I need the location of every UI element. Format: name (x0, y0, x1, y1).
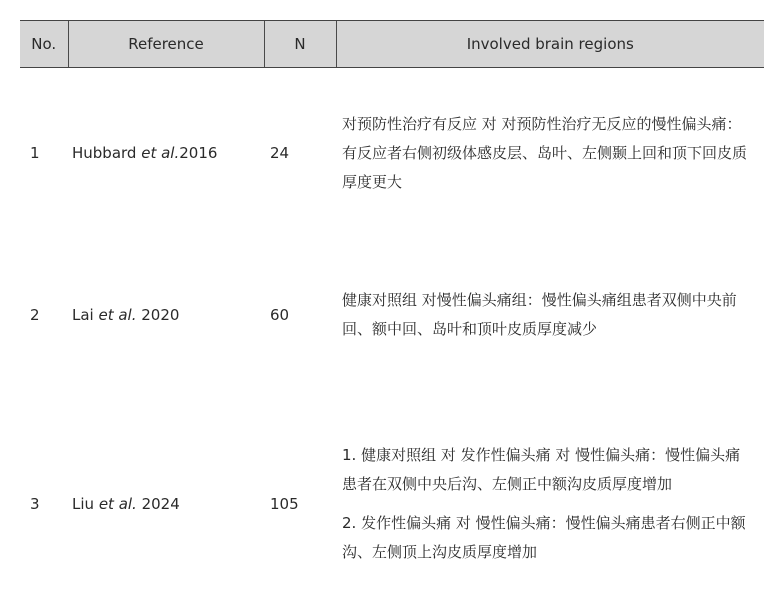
row-number: 3 (30, 495, 40, 513)
region-finding: 2. 发作性偏头痛 对 慢性偏头痛：慢性偏头痛患者右侧正中额沟、左侧顶上沟皮质厚度增加 (342, 514, 746, 561)
reference-author: Lai (72, 306, 99, 324)
table-header (20, 21, 764, 68)
header-reference: Reference (68, 21, 264, 68)
reference-et-al: et al. (98, 306, 137, 324)
reference-year: 2020 (136, 306, 180, 324)
row-reference (68, 238, 264, 392)
reference-et-al: et al. (141, 144, 180, 162)
table-row (20, 238, 764, 392)
row-number: 2 (30, 306, 40, 324)
header-involved-brain-regions: Involved brain regions (336, 21, 764, 68)
row-reference (68, 68, 264, 239)
row-brain-regions (336, 392, 764, 616)
reference-et-al: et al. (98, 495, 137, 513)
row-reference (68, 392, 264, 616)
header-no: No. (20, 21, 68, 68)
row-sample-size: 60 (270, 306, 290, 324)
table-row (20, 68, 764, 239)
reference-author: Liu (72, 495, 99, 513)
reference-year: 2024 (136, 495, 180, 513)
row-sample-size: 24 (270, 144, 290, 162)
region-finding: 对预防性治疗有反应 对 对预防性治疗无反应的慢性偏头痛：有反应者右侧初级体感皮层、岛叶、左侧颞上回和顶下回皮质厚度更大 (342, 114, 748, 191)
table-row (20, 392, 764, 616)
reference-author: Hubbard (72, 144, 142, 162)
row-number: 1 (30, 144, 40, 162)
region-finding: 健康对照组 对慢性偏头痛组：慢性偏头痛组患者双侧中央前回、额中回、岛叶和顶叶皮质厚度减少 (342, 291, 737, 338)
header-n: N (264, 21, 336, 68)
row-brain-regions (336, 238, 764, 392)
row-brain-regions (336, 68, 764, 239)
row-sample-size: 105 (270, 495, 299, 513)
brain-regions-table (20, 20, 764, 616)
region-finding: 1. 健康对照组 对 发作性偏头痛 对 慢性偏头痛：慢性偏头痛患者在双侧中央后沟、左侧正中额沟皮质厚度增加 (342, 446, 741, 493)
reference-year: 2016 (179, 144, 218, 162)
